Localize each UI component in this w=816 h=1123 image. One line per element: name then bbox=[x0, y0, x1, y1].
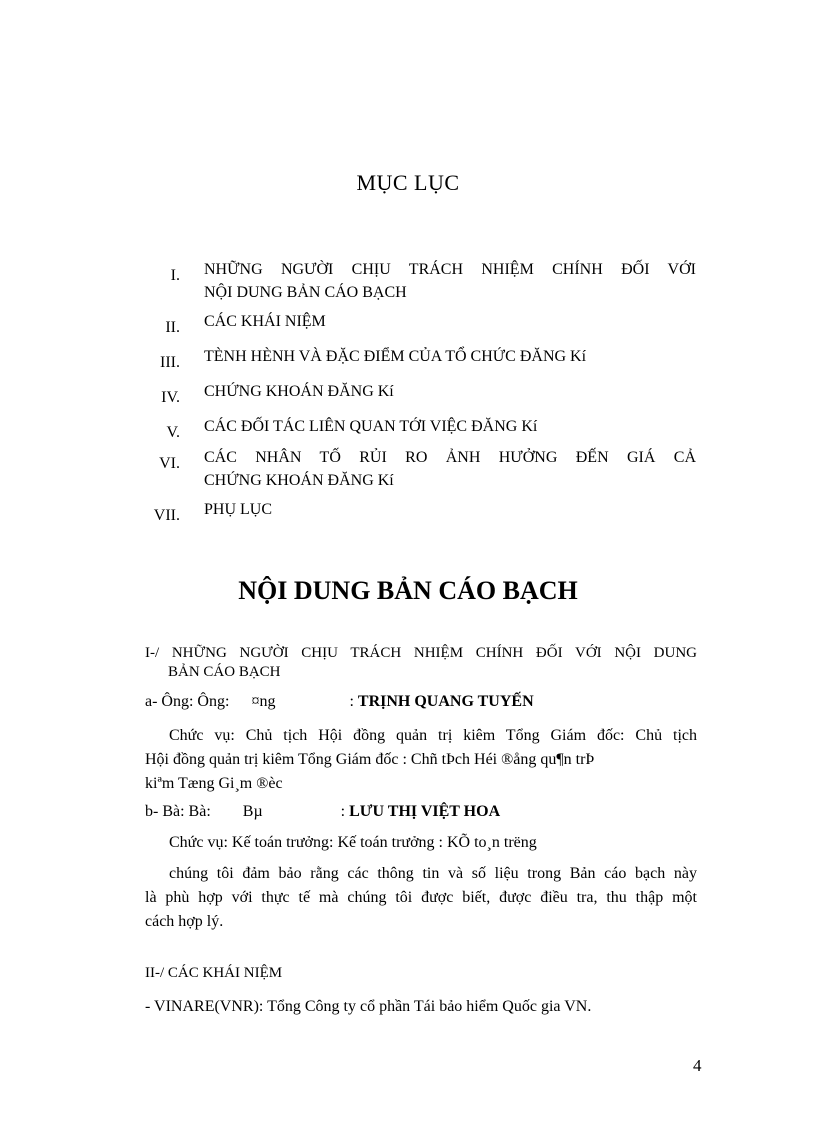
toc-item-5 bbox=[140, 415, 700, 442]
person-b-row bbox=[145, 803, 500, 821]
toc-item-6 bbox=[140, 446, 700, 492]
toc-item-text: NHỮNG NGƯỜI CHỊU TRÁCH NHIỆM CHÍNH ĐỐI VỚI bbox=[204, 261, 696, 278]
commitment-paragraph: chúng tôi đảm bảo rằng các thông tin và số liệu trong Bản cáo bạch này là phù hợp với thực tế mà chúng tôi được biết, được điều tra, thu thập một cách hợp lý. bbox=[145, 865, 697, 930]
toc-item-number: I. bbox=[170, 267, 180, 284]
person-a-name: TRỊNH QUANG TUYẾN bbox=[357, 693, 534, 710]
toc-item-2 bbox=[140, 310, 700, 337]
content-title: NỘI DUNG BẢN CÁO BẠCH bbox=[238, 576, 578, 605]
section-2-heading: II-/ CÁC KHÁI NIỆM bbox=[145, 965, 283, 981]
toc-item-text: TÈNH HÈNH VÀ ĐẶC ĐIỂM CỦA TỔ CHỨC ĐĂNG Kí bbox=[204, 348, 587, 365]
toc-item-text: PHỤ LỤC bbox=[204, 501, 273, 518]
toc-title: MỤC LỤC bbox=[356, 170, 460, 195]
toc-item-number: VII. bbox=[153, 507, 180, 524]
person-a-role: Chức vụ: Chủ tịch Hội đồng quản trị kiêm Tổng Giám đốc: Chủ tịch Hội đồng quản trị kiêm Tổng Giám đốc : Chñ tÞch Héi ®ång qu¶n trÞ kiªm Tæng Gi¸m ®èc bbox=[145, 727, 697, 792]
toc-item-1 bbox=[140, 258, 700, 304]
person-a-colon: : bbox=[349, 693, 354, 710]
toc-item-text: CÁC KHÁI NIỆM bbox=[204, 313, 326, 330]
section-1-heading: I-/ NHỮNG NGƯỜI CHỊU TRÁCH NHIỆM CHÍNH ĐỐI VỚI NỘI DUNG BẢN CÁO BẠCH bbox=[145, 645, 697, 680]
definition-vinare: - VINARE(VNR): Tổng Công ty cổ phần Tái bảo hiểm Quốc gia VN. bbox=[145, 998, 592, 1015]
toc-item-3 bbox=[140, 345, 700, 372]
toc-item-number: IV. bbox=[161, 389, 180, 406]
toc-item-number: III. bbox=[160, 354, 180, 371]
page-number: 4 bbox=[693, 1056, 702, 1075]
toc-item-7 bbox=[140, 498, 700, 525]
toc-item-text: CHỨNG KHOÁN ĐĂNG Kí bbox=[204, 383, 394, 400]
toc-item-text-cont: CHỨNG KHOÁN ĐĂNG Kí bbox=[204, 472, 394, 489]
toc-item-number: II. bbox=[165, 319, 180, 336]
person-b-garbled: Bµ bbox=[242, 803, 263, 820]
person-a-garbled: ¤ng bbox=[251, 693, 276, 710]
person-b-role: Chức vụ: Kế toán trưởng: Kế toán trưởng : KÕ to¸n trëng bbox=[169, 834, 537, 851]
person-a-row bbox=[145, 693, 534, 711]
toc-item-number: VI. bbox=[159, 455, 180, 472]
toc-item-number: V. bbox=[166, 424, 180, 441]
person-b-prefix: b- Bà: Bà: bbox=[145, 803, 211, 820]
toc-item-text: CÁC ĐỐI TÁC LIÊN QUAN TỚI VIỆC ĐĂNG Kí bbox=[204, 418, 538, 435]
toc-item-text-cont: NỘI DUNG BẢN CÁO BẠCH bbox=[204, 284, 407, 301]
person-a-prefix: a- Ông: Ông: bbox=[145, 693, 230, 710]
table-of-contents bbox=[140, 258, 700, 525]
person-b-name: LƯU THỊ VIỆT HOA bbox=[349, 803, 501, 820]
person-b-colon: : bbox=[340, 803, 346, 820]
toc-item-text: CÁC NHÂN TỐ RỦI RO ẢNH HƯỞNG ĐẾN GIÁ CẢ bbox=[204, 449, 696, 466]
toc-item-4 bbox=[140, 380, 700, 407]
